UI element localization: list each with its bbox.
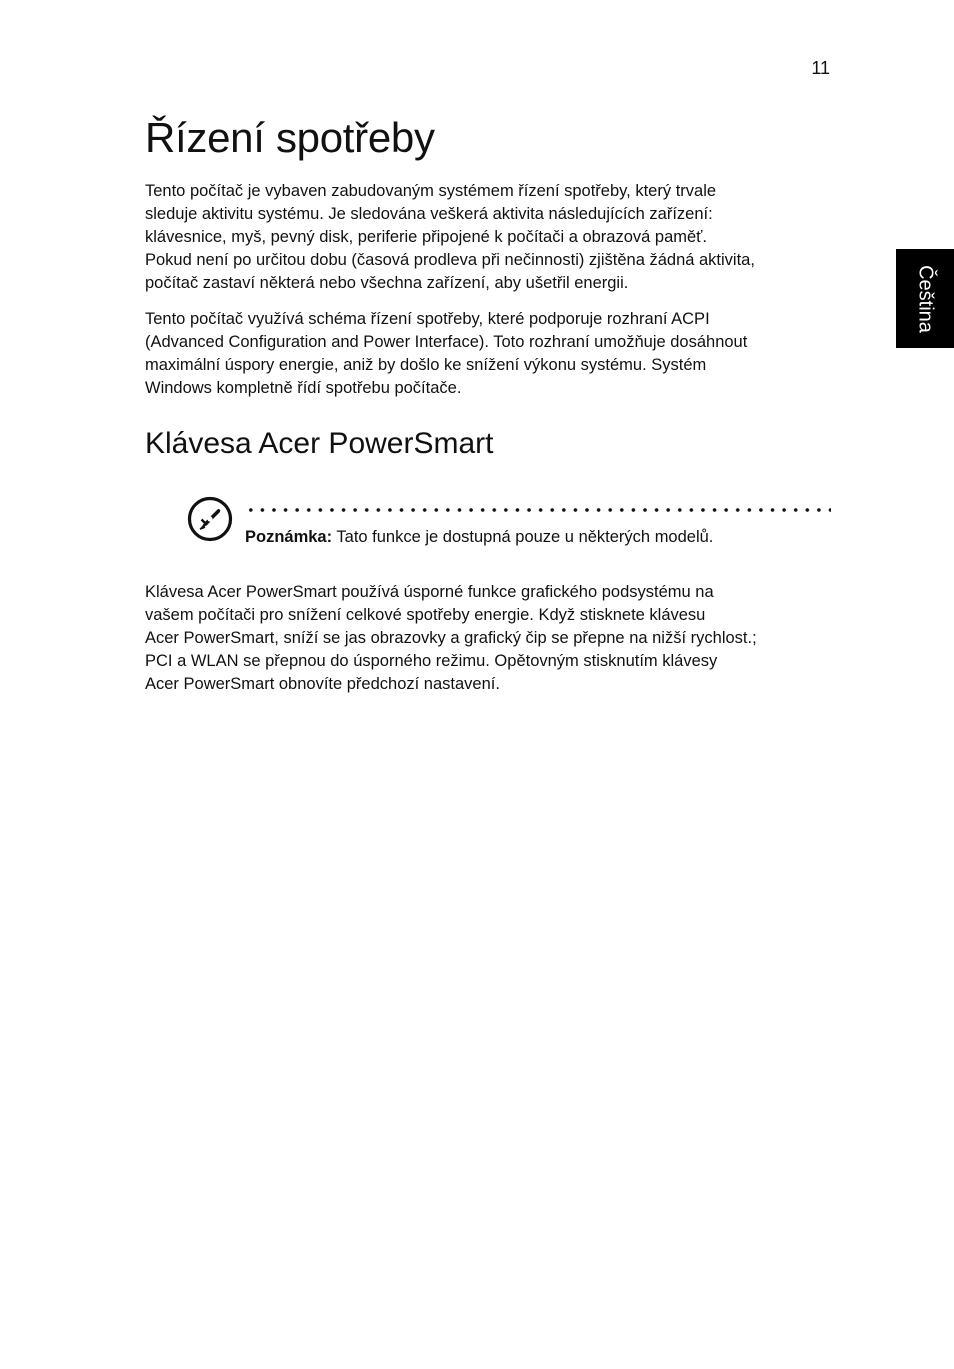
page-content: [145, 112, 835, 696]
note-text: [245, 526, 713, 548]
intro-paragraph: Tento počítač je vybaven zabudovaným systémem řízení spotřeby, který trvale sleduje aktivitu systému. Je sledována veškerá aktivita následujících zařízení: klávesnice, myš, pevný disk, periferie připojené k počítači a obrazová paměť. Pokud není po určitou dobu (časová prodleva při nečinnosti) zjištěna žádná aktivita, počítač zastaví některá nebo všechna zařízení, aby ušetřil energii.: [145, 182, 755, 292]
note-icon: [187, 496, 233, 542]
note-box: [145, 490, 835, 550]
language-tab-label: Čeština: [914, 264, 937, 333]
note-divider: [245, 508, 831, 512]
acpi-paragraph: Tento počítač využívá schéma řízení spotřeby, které podporuje rozhraní ACPI (Advanced Configuration and Power Interface). Toto rozhraní umožňuje dosáhnout maximální úspory energie, aniž by došlo ke snížení výkonu systému. Systém Windows kompletně řídí spotřebu počítače.: [145, 310, 748, 397]
note-label: Poznámka:: [245, 528, 333, 546]
page-number: 11: [811, 58, 830, 78]
language-tab: [896, 249, 954, 348]
note-body: Tato funkce je dostupná pouze u některých modelů.: [332, 528, 714, 546]
section-title: Klávesa Acer PowerSmart: [145, 427, 494, 460]
powersmart-paragraph: Klávesa Acer PowerSmart používá úsporné funkce grafického podsystému na vašem počítači pro snížení celkové spotřeby energie. Když stisknete klávesu Acer PowerSmart, sníží se jas obrazovky a grafický čip se přepne na nižší rychlost.; PCI a WLAN se přepnou do úsporného režimu. Opětovným stisknutím klávesy Acer PowerSmart obnovíte předchozí nastavení.: [145, 583, 757, 693]
page-title: Řízení spotřeby: [145, 114, 435, 161]
